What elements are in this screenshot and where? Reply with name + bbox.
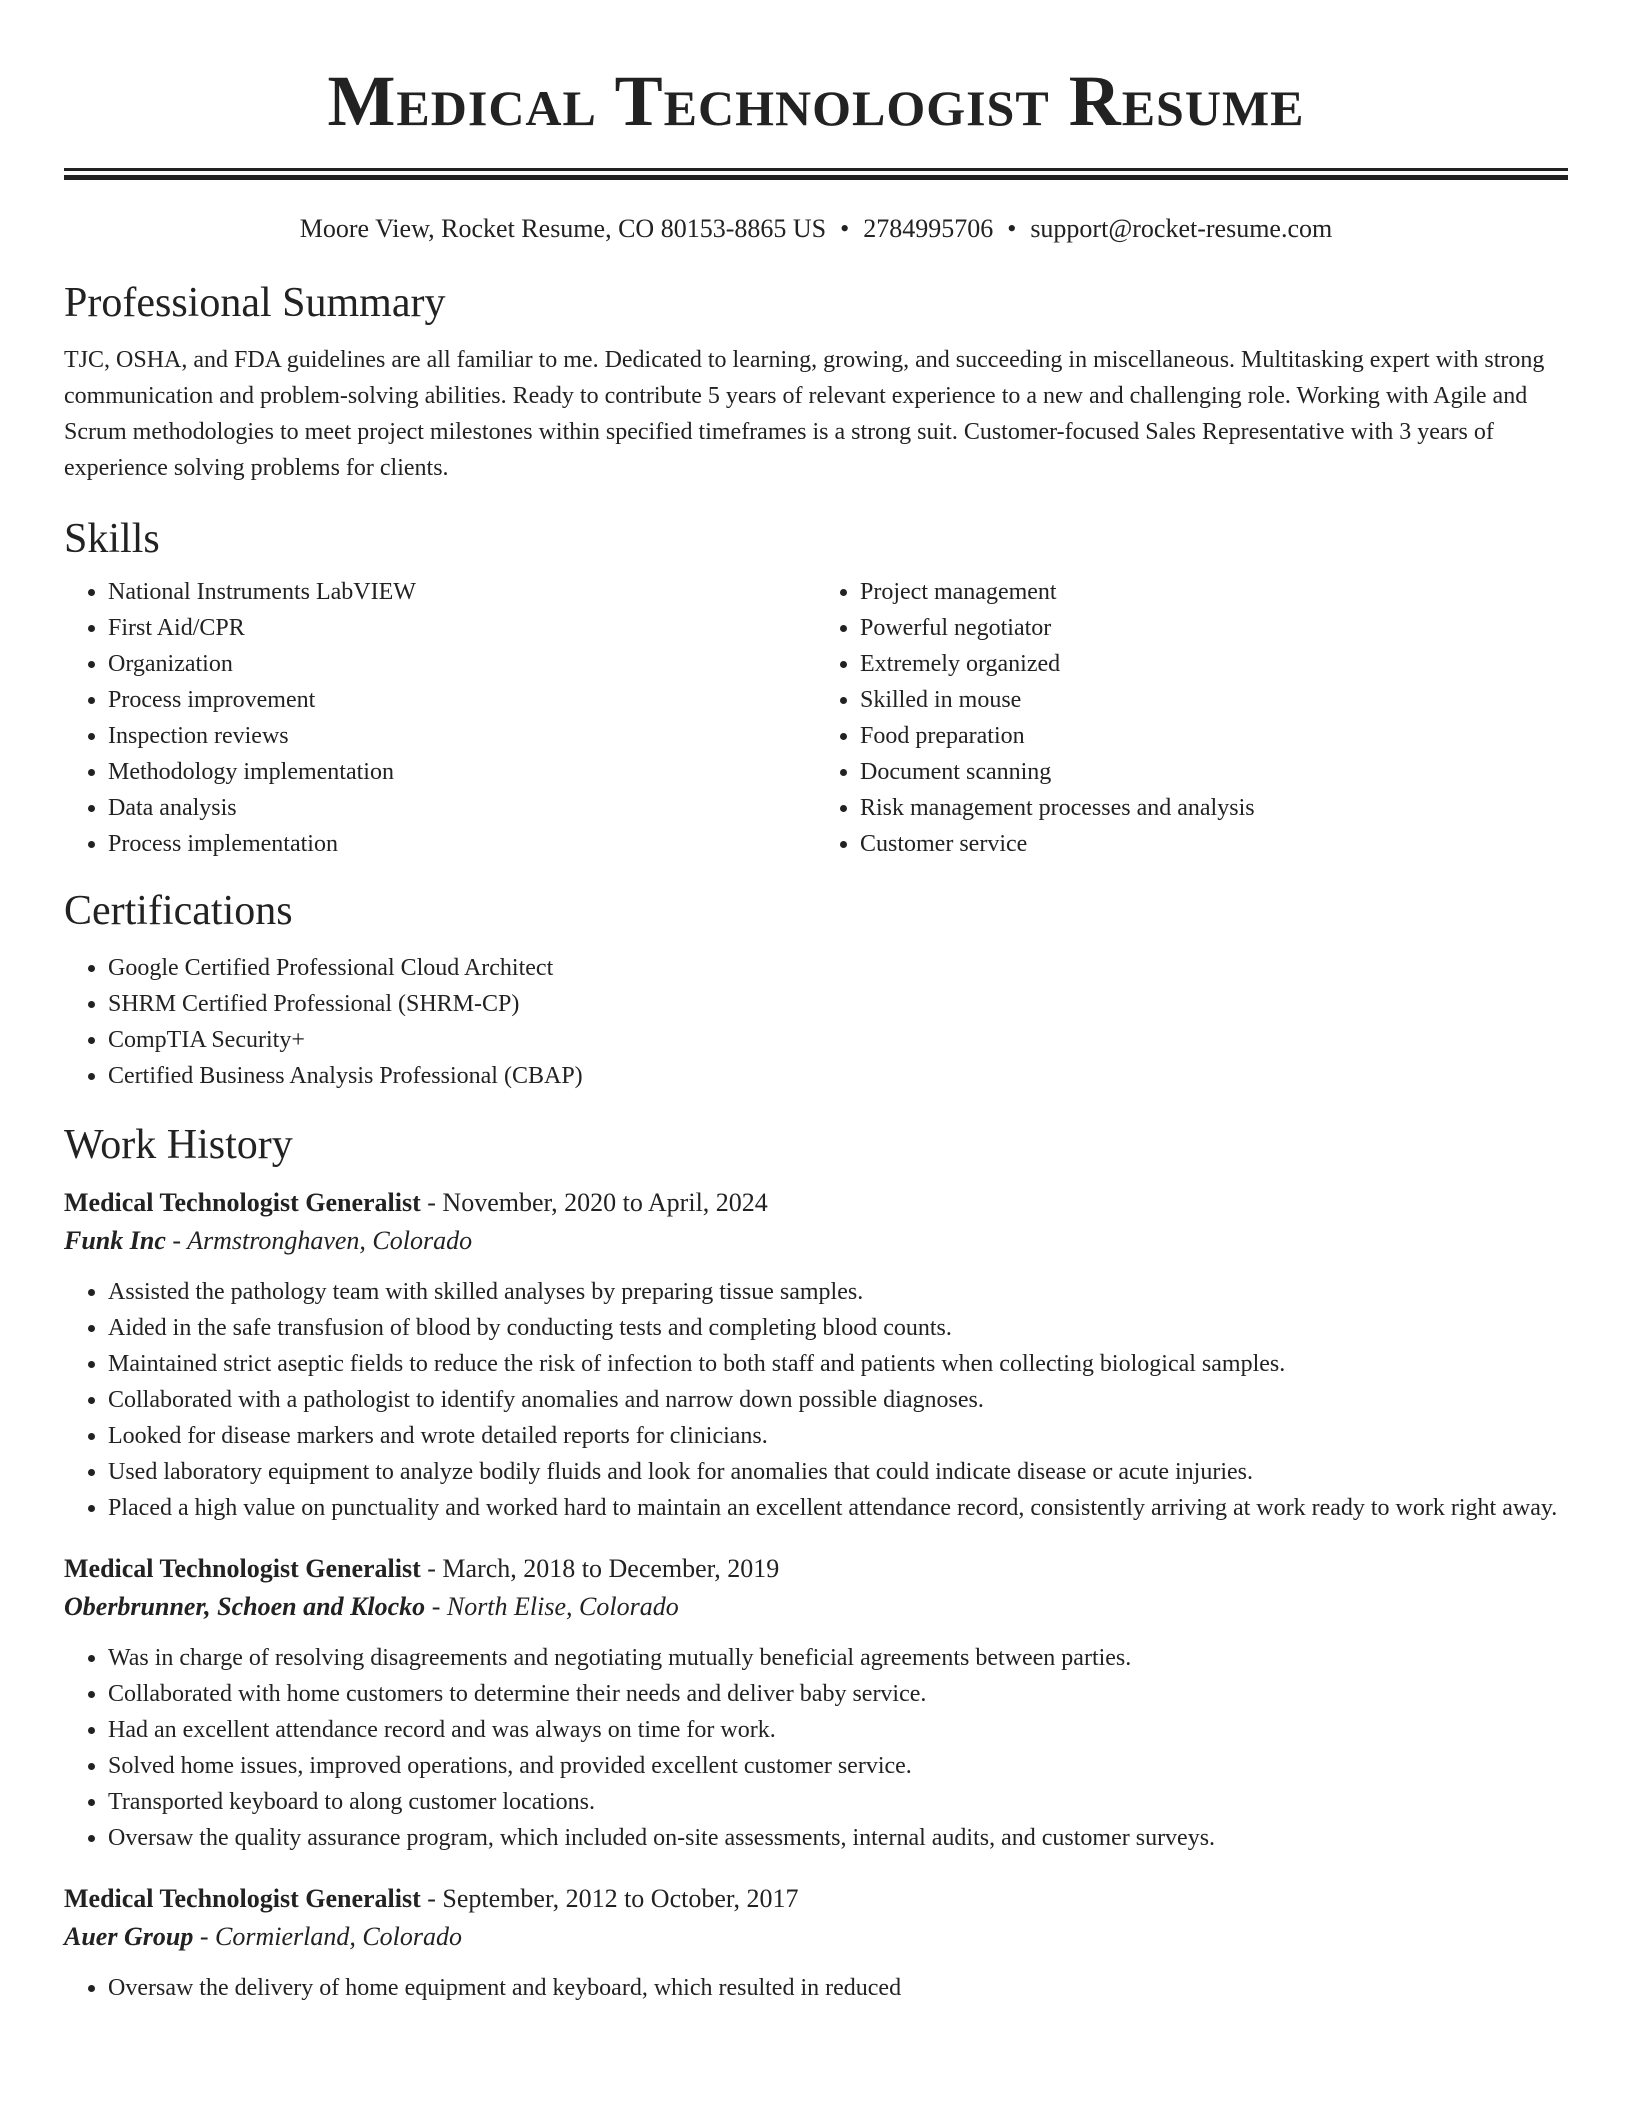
title-divider	[64, 168, 1568, 180]
job-bullet: • Was in charge of resolving disagreements and negotiating mutually beneficial agreements between parties.	[108, 1640, 1568, 1676]
job-bullets	[64, 1640, 1568, 1856]
job-company-line	[64, 1222, 1568, 1260]
job-bullet: • Collaborated with a pathologist to identify anomalies and narrow down possible diagnoses.	[108, 1382, 1568, 1418]
skill-item: • Extremely organized	[860, 646, 1568, 682]
contact-email: support@rocket-resume.com	[1030, 214, 1333, 243]
certification-item: • Certified Business Analysis Professional (CBAP)	[108, 1058, 1568, 1094]
job-company-line	[64, 1588, 1568, 1626]
skill-item: • Data analysis	[108, 790, 816, 826]
skill-item: • First Aid/CPR	[108, 610, 816, 646]
contact-address: Moore View, Rocket Resume, CO 80153-8865 US	[299, 214, 827, 243]
skill-item: • Organization	[108, 646, 816, 682]
job-bullet: • Transported keyboard to along customer locations.	[108, 1784, 1568, 1820]
job-bullet: • Solved home issues, improved operations, and provided excellent customer service.	[108, 1748, 1568, 1784]
skill-item: • National Instruments LabVIEW	[108, 574, 816, 610]
job-bullets	[64, 1274, 1568, 1526]
certification-item: • SHRM Certified Professional (SHRM-CP)	[108, 986, 1568, 1022]
certification-item: • Google Certified Professional Cloud Architect	[108, 950, 1568, 986]
resume-title: Medical Technologist Resume	[327, 61, 1305, 141]
skills-heading: Skills	[64, 516, 160, 562]
separator-dot: •	[840, 214, 850, 243]
job-title-line	[64, 1550, 1568, 1588]
job-company: Oberbrunner, Schoen and Klocko	[64, 1592, 426, 1621]
job-bullet: • Placed a high value on punctuality and worked hard to maintain an excellent attendance record, consistently arriving at work ready to work right away.	[108, 1490, 1568, 1526]
skill-item: • Methodology implementation	[108, 754, 816, 790]
job-bullet: • Assisted the pathology team with skilled analyses by preparing tissue samples.	[108, 1274, 1568, 1310]
job-bullet: • Aided in the safe transfusion of blood by conducting tests and completing blood counts.	[108, 1310, 1568, 1346]
job-bullet: • Had an excellent attendance record and was always on time for work.	[108, 1712, 1568, 1748]
job-company: Auer Group	[64, 1922, 194, 1951]
skills-columns	[64, 574, 1568, 862]
job-bullet: • Collaborated with home customers to determine their needs and deliver baby service.	[108, 1676, 1568, 1712]
certification-item: • CompTIA Security+	[108, 1022, 1568, 1058]
separator-dot: •	[1007, 214, 1017, 243]
skill-item: • Process implementation	[108, 826, 816, 862]
job-bullets	[64, 1970, 1568, 2006]
job-entry	[64, 1184, 1568, 1526]
job-bullet: • Oversaw the quality assurance program, which included on-site assessments, internal audits, and customer surveys.	[108, 1820, 1568, 1856]
job-company: Funk Inc	[64, 1226, 166, 1255]
job-bullet: • Maintained strict aseptic fields to reduce the risk of infection to both staff and patients when collecting biological samples.	[108, 1346, 1568, 1382]
job-bullet: • Used laboratory equipment to analyze bodily fluids and look for anomalies that could indicate disease or acute injuries.	[108, 1454, 1568, 1490]
skill-item: • Customer service	[860, 826, 1568, 862]
job-title: Medical Technologist Generalist	[64, 1188, 421, 1217]
summary-text: TJC, OSHA, and FDA guidelines are all familiar to me. Dedicated to learning, growing, and succeeding in miscellaneous. Multitasking expert with strong communication and problem-solving abilities. Ready to contribute 5 years of relevant experience to a new and challenging role. Working with Agile and Scrum methodologies to meet project milestones within specified timeframes is a strong suit. Customer-focused Sales Representative with 3 years of experience solving problems for clients.	[64, 347, 1545, 481]
job-title: Medical Technologist Generalist	[64, 1554, 421, 1583]
summary-heading: Professional Summary	[64, 280, 446, 326]
skill-item: • Project management	[860, 574, 1568, 610]
job-dates: - September, 2012 to October, 2017	[420, 1884, 799, 1913]
job-dates: - November, 2020 to April, 2024	[420, 1188, 768, 1217]
job-company-line	[64, 1918, 1568, 1956]
job-title-line	[64, 1184, 1568, 1222]
skill-item: • Skilled in mouse	[860, 682, 1568, 718]
job-location: - Cormierland, Colorado	[193, 1922, 463, 1951]
skill-item: • Process improvement	[108, 682, 816, 718]
skill-item: • Food preparation	[860, 718, 1568, 754]
job-bullet: • Oversaw the delivery of home equipment and keyboard, which resulted in reduced	[108, 1970, 1568, 2006]
certifications-heading: Certifications	[64, 888, 293, 934]
job-bullet: • Looked for disease markers and wrote detailed reports for clinicians.	[108, 1418, 1568, 1454]
contact-phone: 2784995706	[863, 214, 994, 243]
skill-item: • Risk management processes and analysis	[860, 790, 1568, 826]
skill-item: • Inspection reviews	[108, 718, 816, 754]
contact-line	[64, 212, 1568, 246]
job-title-line	[64, 1880, 1568, 1918]
job-location: - Armstronghaven, Colorado	[165, 1226, 473, 1255]
skills-list-left	[64, 574, 816, 862]
certifications-list	[64, 950, 1568, 1094]
skill-item: • Document scanning	[860, 754, 1568, 790]
job-entry	[64, 1550, 1568, 1856]
job-dates: - March, 2018 to December, 2019	[420, 1554, 780, 1583]
job-entry	[64, 1880, 1568, 2006]
job-title: Medical Technologist Generalist	[64, 1884, 421, 1913]
skill-item: • Powerful negotiator	[860, 610, 1568, 646]
job-location: - North Elise, Colorado	[425, 1592, 679, 1621]
work-history-heading: Work History	[64, 1122, 293, 1168]
skills-list-right	[816, 574, 1568, 862]
